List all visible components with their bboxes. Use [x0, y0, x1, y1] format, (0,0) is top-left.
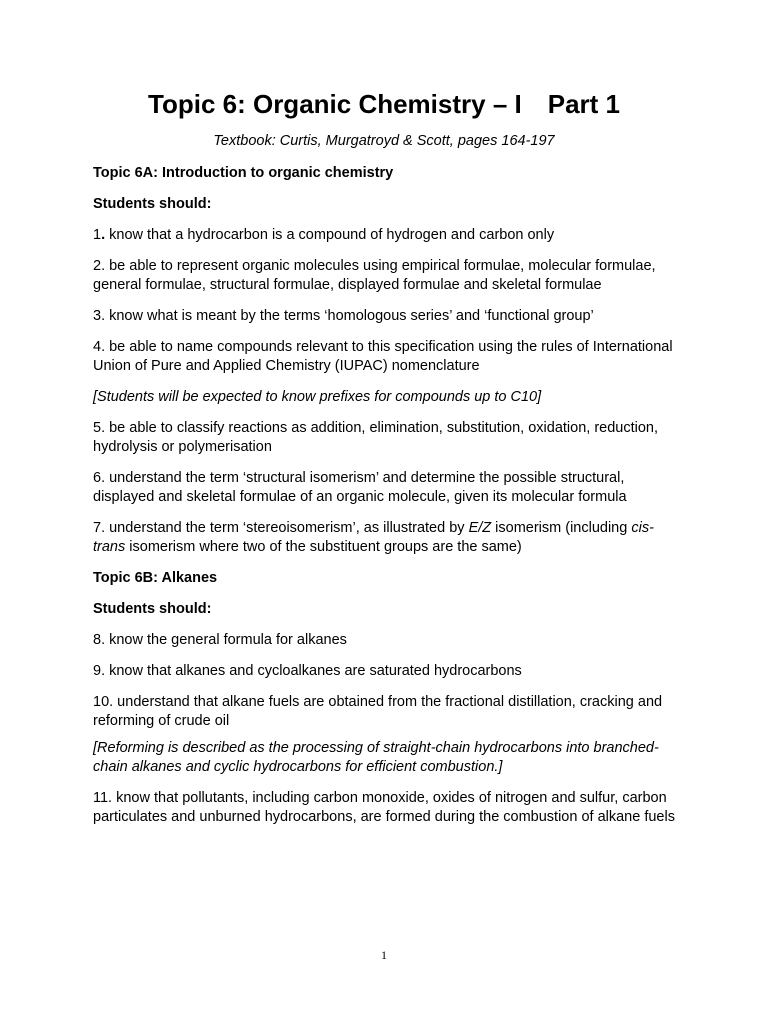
- page-content: [93, 84, 683, 827]
- note-prefixes: [Students will be expected to know prefixes for compounds up to C10]: [93, 389, 542, 405]
- textbook-reference: Textbook: Curtis, Murgatroyd & Scott, pages 164-197: [213, 133, 555, 149]
- page-number: 1: [381, 948, 387, 962]
- objective-7-cis-trans: cis-trans: [93, 520, 654, 555]
- objective-11: 11. know that pollutants, including carbon monoxide, oxides of nitrogen and sulfur, carbon particulates and unburned hydrocarbons, are formed during the combustion of alkane fuels: [93, 790, 675, 825]
- objective-3: 3. know what is meant by the terms ‘homologous series’ and ‘functional group’: [93, 308, 594, 324]
- objective-7-part-e: isomerism where two of the substituent groups are the same): [125, 539, 522, 555]
- objective-7: [93, 519, 683, 557]
- note-reforming: [Reforming is described as the processing of straight-chain hydrocarbons into branched-chain alkanes and cyclic hydrocarbons for efficient combustion.]: [93, 740, 659, 775]
- objective-8: 8. know the general formula for alkanes: [93, 632, 347, 648]
- students-should-6a: Students should:: [93, 196, 212, 212]
- objective-10: 10. understand that alkane fuels are obtained from the fractional distillation, cracking and reforming of crude oil: [93, 694, 663, 729]
- section-heading-6b: Topic 6B: Alkanes: [93, 570, 218, 586]
- objective-7-ez: E/Z: [468, 520, 492, 536]
- objective-7-part-a: 7. understand the term ‘stereoisomerism’, as illustrated by: [93, 520, 469, 536]
- objective-5: 5. be able to classify reactions as addition, elimination, substitution, oxidation, reduction, hydrolysis or polymerisation: [93, 420, 659, 455]
- objective-6: 6. understand the term ‘structural isomerism’ and determine the possible structural, displayed and skeletal formulae of an organic molecule, given its molecular formula: [93, 470, 627, 505]
- students-should-6b: Students should:: [93, 601, 212, 617]
- objective-4: 4. be able to name compounds relevant to this specification using the rules of International Union of Pure and Applied Chemistry (IUPAC) nomenclature: [93, 339, 673, 374]
- page-title-main: Topic 6: Organic Chemistry – I: [148, 89, 522, 119]
- objective-1-separator: .: [101, 227, 106, 243]
- page-title-part: Part 1: [547, 89, 620, 119]
- section-heading-6a: Topic 6A: Introduction to organic chemistry: [93, 165, 394, 181]
- objective-1: [93, 226, 683, 245]
- objective-7-part-c: isomerism (including: [491, 520, 632, 536]
- objective-9: 9. know that alkanes and cycloalkanes are saturated hydrocarbons: [93, 663, 522, 679]
- objective-2: 2. be able to represent organic molecules using empirical formulae, molecular formulae, general formulae, structural formulae, displayed formulae and skeletal formulae: [93, 258, 656, 293]
- page-title: [0, 84, 768, 124]
- objective-1-number: 1: [93, 227, 102, 243]
- objective-1-text: know that a hydrocarbon is a compound of hydrogen and carbon only: [105, 227, 555, 243]
